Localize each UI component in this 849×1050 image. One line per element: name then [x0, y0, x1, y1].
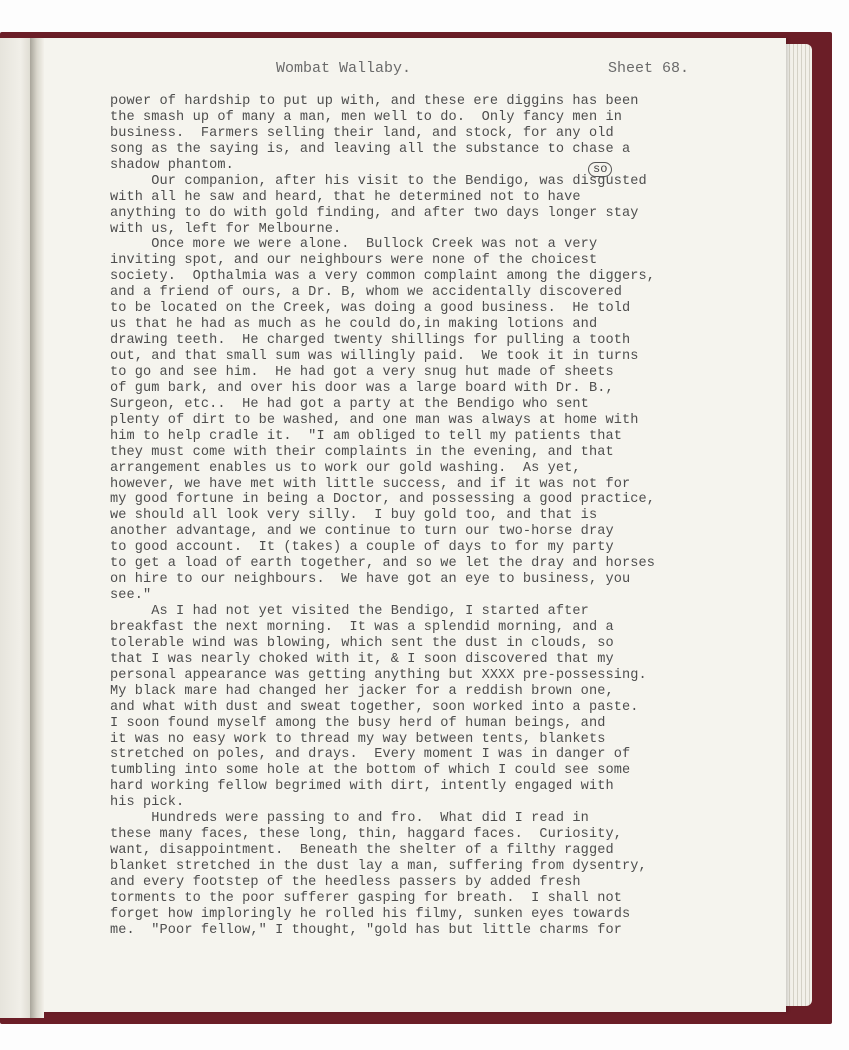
text-line: his pick.	[110, 795, 185, 811]
text-line: song as the saying is, and leaving all the substance to chase a	[110, 141, 631, 157]
text-line: another advantage, and we continue to turn our two-horse dray	[110, 524, 614, 540]
text-line: stretched on poles, and drays. Every moment I was in danger of	[110, 747, 631, 763]
text-line: drawing teeth. He charged twenty shillings for pulling a tooth	[110, 333, 631, 349]
text-line: the smash up of many a man, men well to do. Only fancy men in	[110, 109, 622, 125]
text-line: Surgeon, etc.. He had got a party at the Bendigo who sent	[110, 396, 589, 412]
page-title: Wombat Wallaby.	[276, 60, 412, 77]
text-line: want, disappointment. Beneath the shelter of a filthy ragged	[110, 843, 614, 859]
typed-page	[40, 38, 786, 1012]
text-line: Hundreds were passing to and fro. What did I read in	[110, 811, 589, 827]
text-line: tolerable wind was blowing, which sent the dust in clouds, so	[110, 635, 614, 651]
text-line: personal appearance was getting anything but XXXX pre-possessing.	[110, 667, 647, 683]
text-line: My black mare had changed her jacker for a reddish brown one,	[110, 683, 614, 699]
text-line: and every footstep of the heedless passers by added fresh	[110, 874, 581, 890]
text-line: to go and see him. He had got a very snug hut made of sheets	[110, 364, 614, 380]
text-line: Our companion, after his visit to the Bendigo, was disgusted	[110, 173, 647, 189]
text-line: of gum bark, and over his door was a large board with Dr. B.,	[110, 380, 614, 396]
text-line: it was no easy work to thread my way between tents, blankets	[110, 731, 606, 747]
text-line: I soon found myself among the busy herd of human beings, and	[110, 715, 606, 731]
text-line: power of hardship to put up with, and these ere diggins has been	[110, 94, 639, 109]
text-line: that I was nearly choked with it, & I soon discovered that my	[110, 651, 614, 667]
text-line: forget how imploringly he rolled his filmy, sunken eyes towards	[110, 906, 631, 922]
text-line: however, we have met with little success, and if it was not for	[110, 476, 631, 492]
text-line: out, and that small sum was willingly paid. We took it in turns	[110, 349, 639, 364]
page-header	[40, 60, 786, 84]
text-line: to get a load of earth together, and so we let the dray and horses	[110, 556, 655, 572]
text-line: anything to do with gold finding, and after two days longer stay	[110, 205, 639, 221]
text-line: with us, left for Melbourne.	[110, 221, 342, 237]
text-line: to be located on the Creek, was doing a good business. He told	[110, 301, 631, 317]
text-line: my good fortune in being a Doctor, and possessing a good practice,	[110, 492, 655, 508]
text-line: business. Farmers selling their land, and stock, for any old	[110, 125, 614, 141]
book-gutter	[30, 38, 44, 1018]
text-line: blanket stretched in the dust lay a man, suffering from dysentry,	[110, 859, 647, 874]
body-text	[110, 94, 770, 939]
text-line: tumbling into some hole at the bottom of which I could see some	[110, 763, 631, 779]
text-line: me. "Poor fellow," I thought, "gold has but little charms for	[110, 922, 622, 938]
left-page-edge	[0, 38, 34, 1018]
text-line: and a friend of ours, a Dr. B, whom we accidentally discovered	[110, 285, 622, 301]
handwritten-insert: so	[588, 162, 612, 177]
text-line: hard working fellow begrimed with dirt, intently engaged with	[110, 779, 614, 795]
text-line: see."	[110, 588, 152, 604]
text-line: we should all look very silly. I buy gold too, and that is	[110, 508, 598, 524]
text-line: shadow phantom.	[110, 157, 234, 173]
text-line: they must come with their complaints in the evening, and that	[110, 444, 614, 460]
text-line: to good account. It (takes) a couple of days to for my party	[110, 540, 614, 556]
text-line: with all he saw and heard, that he determined not to have	[110, 189, 581, 205]
text-line: these many faces, these long, thin, haggard faces. Curiosity,	[110, 827, 622, 843]
text-line: torments to the poor sufferer gasping for breath. I shall not	[110, 890, 622, 906]
text-line: us that he had as much as he could do,in making lotions and	[110, 317, 598, 333]
sheet-number: Sheet 68.	[608, 60, 690, 77]
text-line: Once more we were alone. Bullock Creek was not a very	[110, 237, 598, 253]
text-line: on hire to our neighbours. We have got an eye to business, you	[110, 572, 631, 588]
text-line: and what with dust and sweat together, soon worked into a paste.	[110, 699, 639, 715]
text-line: society. Opthalmia was a very common complaint among the diggers,	[110, 269, 655, 285]
text-line: As I had not yet visited the Bendigo, I started after	[110, 604, 589, 619]
text-line: inviting spot, and our neighbours were none of the choicest	[110, 253, 598, 269]
text-line: him to help cradle it. "I am obliged to tell my patients that	[110, 428, 622, 444]
text-line: arrangement enables us to work our gold washing. As yet,	[110, 460, 581, 476]
text-line: plenty of dirt to be washed, and one man was always at home with	[110, 412, 639, 428]
text-line: breakfast the next morning. It was a splendid morning, and a	[110, 619, 614, 635]
